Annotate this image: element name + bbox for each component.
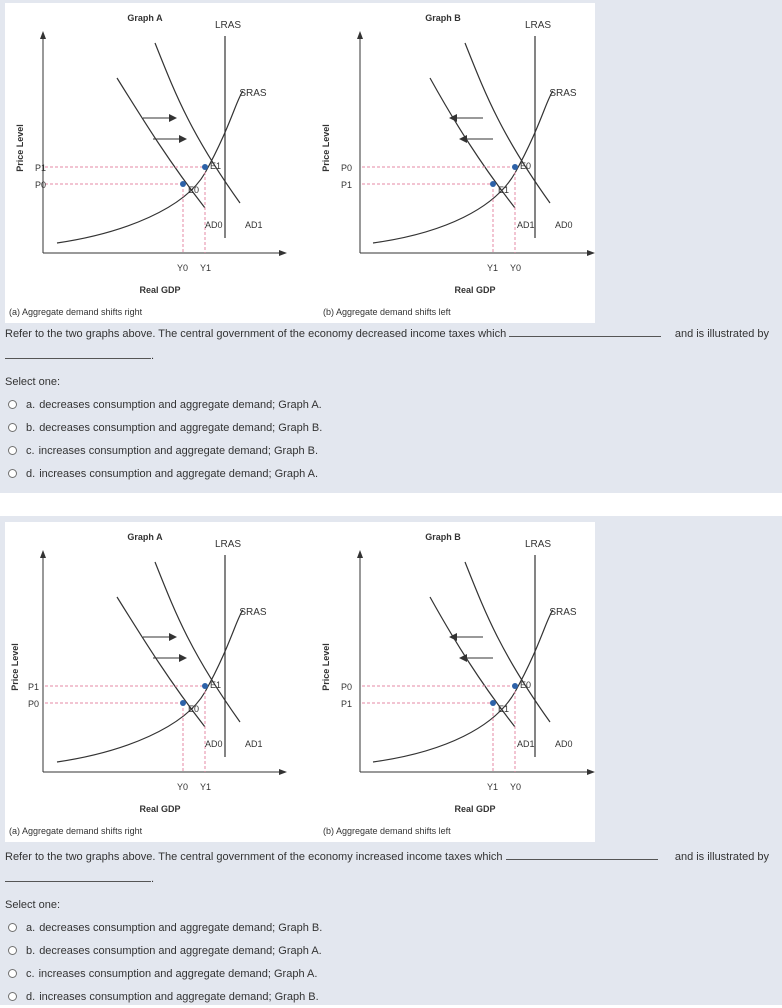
question-text [5, 323, 775, 367]
graph-a-lras-label: LRAS [214, 539, 242, 550]
graph-a-p1: P1 [28, 682, 40, 692]
graph-b-y-axis-label: Price Level [321, 643, 331, 691]
answer-options [8, 916, 322, 1008]
graph-a-e0-label: E0 [188, 704, 200, 714]
graph-b-sras-label: SRAS [549, 88, 577, 99]
graph-b-p0: P0 [341, 682, 353, 692]
ad-as-figure [5, 522, 595, 842]
graph-b-y0: Y0 [510, 782, 522, 792]
option-text: decreases consumption and aggregate demand; Graph A. [39, 398, 322, 411]
question-stem: Refer to the two graphs above. The central government of the economy decreased income taxes which [5, 328, 507, 340]
graph-a-x-axis-label: Real GDP [139, 285, 181, 295]
radio-button[interactable] [8, 923, 17, 932]
graph-b-p1: P1 [341, 180, 353, 190]
question-stem-mid: and is illustrated by [674, 851, 769, 863]
graph-a-y-axis-label: Price Level [10, 643, 20, 691]
graph-b-p1: P1 [341, 699, 353, 709]
graph-a-y1: Y1 [200, 782, 212, 792]
radio-button[interactable] [8, 469, 17, 478]
graph-b-e1-label: E1 [498, 704, 510, 714]
graph-b-e1-label: E1 [498, 185, 510, 195]
answer-blank [506, 847, 658, 860]
graph-b-point-e0 [512, 164, 518, 170]
option-text: increases consumption and aggregate demand; Graph B. [39, 990, 319, 1003]
graph-a-x-axis-label: Real GDP [139, 804, 181, 814]
graph-b-ad0-label: AD0 [555, 220, 573, 230]
graph-b-caption: (b) Aggregate demand shifts left [323, 826, 451, 836]
graph-b-x-axis-label: Real GDP [454, 285, 496, 295]
graph-b-e0-label: E0 [520, 161, 532, 171]
radio-button[interactable] [8, 400, 17, 409]
graph-b-point-e1 [490, 700, 496, 706]
radio-button[interactable] [8, 992, 17, 1001]
graph-b-p0: P0 [341, 163, 353, 173]
graph-a-y-axis-label: Price Level [15, 124, 25, 172]
graph-a-sras-label: SRAS [239, 88, 267, 99]
ad-as-graphs [5, 522, 595, 842]
graph-a-e1-label: E1 [210, 680, 222, 690]
option-text: increases consumption and aggregate demand; Graph B. [38, 444, 319, 457]
graph-b-sras-label: SRAS [549, 607, 577, 618]
graph-a-point-e1 [202, 164, 208, 170]
graph-b-ad0-label: AD0 [555, 739, 573, 749]
graph-b [321, 532, 595, 836]
option-text: decreases consumption and aggregate demand; Graph A. [39, 944, 322, 957]
graph-a-y0: Y0 [177, 782, 189, 792]
ad-as-figure [5, 3, 595, 323]
graph-b-ad1-label: AD1 [517, 220, 535, 230]
graph-b-e0-label: E0 [520, 680, 532, 690]
graph-a-title: Graph A [127, 532, 163, 542]
graph-a-e1-label: E1 [210, 161, 222, 171]
question-stem-end: . [151, 873, 155, 885]
graph-b-lras-label: LRAS [524, 539, 552, 550]
graph-a-p0: P0 [35, 180, 47, 190]
graph-a-ad0-label: AD0 [205, 220, 223, 230]
graph-b-point-e1 [490, 181, 496, 187]
graph-b-y-axis-label: Price Level [321, 124, 331, 172]
graph-b-title: Graph B [425, 532, 461, 542]
question-block-2 [0, 516, 782, 1005]
graph-a [9, 532, 287, 836]
option-d[interactable]: d. increases consumption and aggregate demand; Graph B. [8, 985, 322, 1008]
ad-as-graphs [5, 3, 595, 323]
question-stem: Refer to the two graphs above. The central government of the economy increased income taxes which [5, 851, 503, 863]
graph-b-y0: Y0 [510, 263, 522, 273]
graph-a-point-e1 [202, 683, 208, 689]
question-block-1 [0, 0, 782, 493]
graph-b-caption: (b) Aggregate demand shifts left [323, 307, 451, 317]
option-c[interactable]: c. increases consumption and aggregate demand; Graph A. [8, 962, 322, 985]
graph-a-y0: Y0 [177, 263, 189, 273]
question-stem-mid: and is illustrated by [674, 328, 769, 340]
option-c[interactable]: c. increases consumption and aggregate demand; Graph B. [8, 439, 322, 462]
graph-b-x-axis-label: Real GDP [454, 804, 496, 814]
graph-b-y1: Y1 [487, 263, 499, 273]
graph-a-point-e0 [180, 700, 186, 706]
radio-button[interactable] [8, 969, 17, 978]
graph-a-caption: (a) Aggregate demand shifts right [9, 307, 143, 317]
radio-button[interactable] [8, 423, 17, 432]
graph-a-ad0-label: AD0 [205, 739, 223, 749]
graph-a-sras-label: SRAS [239, 607, 267, 618]
graph-a-point-e0 [180, 181, 186, 187]
answer-blank-2 [5, 869, 151, 882]
graph-a-p0: P0 [28, 699, 40, 709]
select-one-label: Select one: [5, 376, 61, 388]
graph-a-lras-label: LRAS [214, 20, 242, 31]
option-text: decreases consumption and aggregate demand; Graph B. [39, 421, 323, 434]
graph-b-title: Graph B [425, 13, 461, 23]
option-d[interactable]: d. increases consumption and aggregate demand; Graph A. [8, 462, 322, 485]
graph-b-point-e0 [512, 683, 518, 689]
radio-button[interactable] [8, 946, 17, 955]
graph-b-ad1-label: AD1 [517, 739, 535, 749]
question-stem-end: . [151, 350, 155, 362]
graph-b-lras-label: LRAS [524, 20, 552, 31]
option-text: increases consumption and aggregate demand; Graph A. [39, 467, 319, 480]
graph-b-y1: Y1 [487, 782, 499, 792]
option-b[interactable]: b. decreases consumption and aggregate demand; Graph B. [8, 416, 322, 439]
graph-a-ad1-label: AD1 [245, 220, 263, 230]
option-text: increases consumption and aggregate demand; Graph A. [38, 967, 318, 980]
graph-a-caption: (a) Aggregate demand shifts right [9, 826, 143, 836]
answer-options [8, 393, 322, 485]
select-one-label: Select one: [5, 899, 61, 911]
option-b[interactable]: b. decreases consumption and aggregate demand; Graph A. [8, 939, 322, 962]
question-text [5, 846, 775, 890]
separator [0, 493, 782, 516]
answer-blank [509, 324, 661, 337]
graph-a-e0-label: E0 [188, 185, 200, 195]
graph-a [9, 13, 287, 317]
option-a[interactable]: a. decreases consumption and aggregate demand; Graph B. [8, 916, 322, 939]
option-a[interactable]: a. decreases consumption and aggregate demand; Graph A. [8, 393, 322, 416]
graph-a-p1: P1 [35, 163, 47, 173]
option-text: decreases consumption and aggregate demand; Graph B. [39, 921, 323, 934]
graph-a-y1: Y1 [200, 263, 212, 273]
graph-a-ad1-label: AD1 [245, 739, 263, 749]
graph-b [321, 13, 595, 317]
graph-a-title: Graph A [127, 13, 163, 23]
answer-blank-2 [5, 346, 151, 359]
radio-button[interactable] [8, 446, 17, 455]
